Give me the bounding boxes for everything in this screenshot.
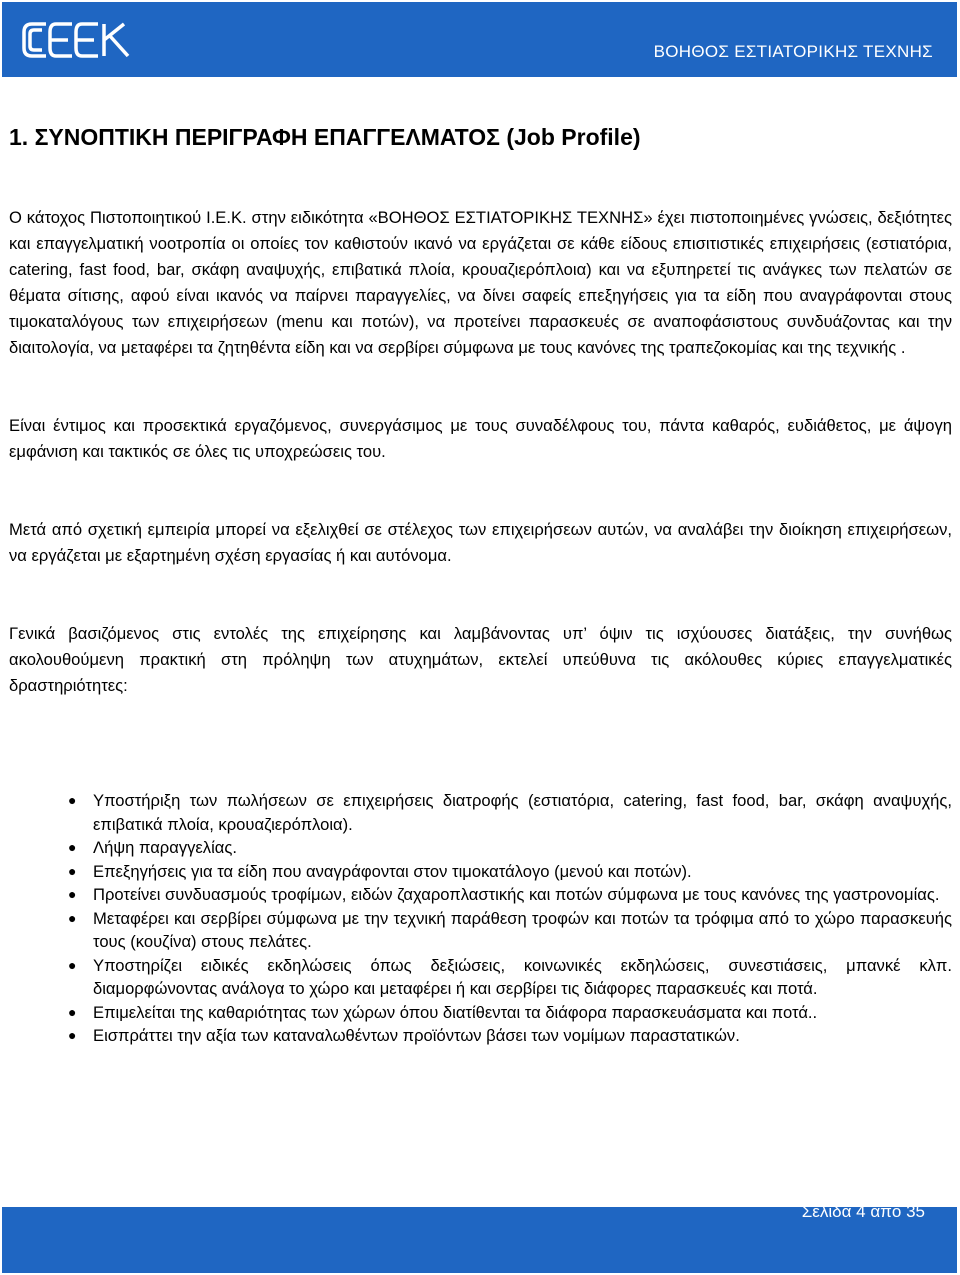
ceek-logo — [20, 10, 140, 70]
bullet-icon: ● — [68, 1003, 77, 1020]
paragraph-character: Είναι έντιμος και προσεκτικά εργαζόμενος, συνεργάσιμος με τους συναδέλφους του, πάντα καθαρός, ευδιάθετος, με άψογη εμφάνιση και τακτικός σε όλες τις υποχρεώσεις του. — [9, 416, 952, 461]
bullet-icon: ● — [68, 1027, 77, 1043]
paragraph-activities-intro: Γενικά βασιζόμενος στις εντολές της επιχείρησης και λαμβάνοντας υπ’ όψιν τις ισχύουσες διατάξεις, την συνήθως ακολουθούμενη πρακτική στη πρόληψη των ατυχημάτων, εκτελεί υπεύθυνα τις ακόλουθες κύριες επαγγελματικές δραστηριότητες: — [9, 624, 952, 695]
paragraph-intro: Ο κάτοχος Πιστοποιητικού Ι.Ε.Κ. στην ειδικότητα «ΒΟΗΘΟΣ ΕΣΤΙΑΤΟΡΙΚΗΣ ΤΕΧΝΗΣ» έχει πιστοποιημένες γνώσεις, δεξιότητες και επαγγελματική νοοτροπία οι οποίες τον καθιστούν ικανό να εργάζεται σε κάθε είδους επισιτιστικές επιχειρήσεις (εστιατόρια, catering, fast food, bar, σκάφη αναψυχής, επιβατικά πλοία, κρουαζιερόπλοια) και να εξυπηρετεί τις ανάγκες των πελατών σε θέματα σίτισης, αφού είναι ικανός να παίρνει παραγγελίες, να δίνει σαφείς επεξηγήσεις για τα είδη που αναγράφονται στους τιμοκαταλόγους των επιχειρήσεων (menu και ποτών), να προτείνει παρασκευές σε αναποφάσιστους συνδυάζοντας και την διαιτολογία, να μεταφέρει τα ζητηθέντα είδη και να σερβίρει σύμφωνα με τους κανόνες της τραπεζοκομίας και της τεχνικής . — [9, 208, 952, 357]
list-item: ● Επεξηγήσεις για τα είδη που αναγράφονται στον τιμοκατάλογο (μενού και ποτών). — [9, 860, 952, 884]
paragraph-career: Μετά από σχετική εμπειρία μπορεί να εξελιχθεί σε στέλεχος των επιχειρήσεων αυτών, να αναλάβει την διοίκηση επιχειρήσεων, να εργάζεται με εξαρτημένη σχέση εργασίας ή και αυτόνομα. — [9, 520, 952, 565]
list-item: ● Υποστηρίζει ειδικές εκδηλώσεις όπως δεξιώσεις, κοινωνικές εκδηλώσεις, συνεστιάσεις, μπανκέ κλπ. διαμορφώνοντας ανάλογα το χώρο και μεταφέρει ή και σερβίρει τις διάφορες παρασκευές και ποτά. — [68, 955, 952, 998]
header-title: ΒΟΗΘΟΣ ΕΣΤΙΑΤΟΡΙΚΗΣ ΤΕΧΝΗΣ — [653, 42, 933, 61]
list-item: ● Προτείνει συνδυασμούς τροφίμων, ειδών ζαχαροπλαστικής και ποτών σύμφωνα με τους κανόνες της γαστρονομίας. — [9, 883, 952, 907]
bullet-icon: ● — [68, 909, 77, 926]
bullet-icon: ● — [68, 839, 77, 855]
list-item: ● Λήψη παραγγελίας. — [9, 836, 952, 860]
duties-list — [9, 789, 952, 1048]
list-item: ● Εισπράττει την αξία των καταναλωθέντων προϊόντων βάσει των νομίμων παραστατικών. — [9, 1024, 952, 1048]
bullet-icon: ● — [68, 862, 77, 879]
bullet-icon: ● — [68, 886, 77, 902]
page-number: Σελίδα 4 από 35 — [801, 1202, 925, 1221]
bullet-icon: ● — [68, 792, 77, 808]
section-title: 1. ΣΥΝΟΠΤΙΚΗ ΠΕΡΙΓΡΑΦΗ ΕΠΑΓΓΕΛΜΑΤΟΣ (Job Profile) — [9, 124, 641, 150]
document-body — [9, 205, 952, 1048]
list-item: ● Υποστήριξη των πωλήσεων σε επιχειρήσεις διατροφής (εστιατόρια, catering, fast food, bar, σκάφη αναψυχής, επιβατικά πλοία, κρουαζιερόπλοια). — [68, 791, 952, 834]
header-bar — [2, 2, 957, 77]
list-item: ● Επιμελείται της καθαριότητας των χώρων όπου διατίθενται τα διάφορα παρασκευάσματα και ποτά.. — [9, 1001, 952, 1025]
list-item: ● Μεταφέρει και σερβίρει σύμφωνα με την τεχνική παράθεση τροφών και ποτών τα τρόφιμα από το χώρο παρασκευής τους (κουζίνα) στους πελάτες. — [68, 908, 952, 951]
bullet-icon: ● — [68, 956, 77, 973]
footer-bar — [2, 1202, 957, 1273]
